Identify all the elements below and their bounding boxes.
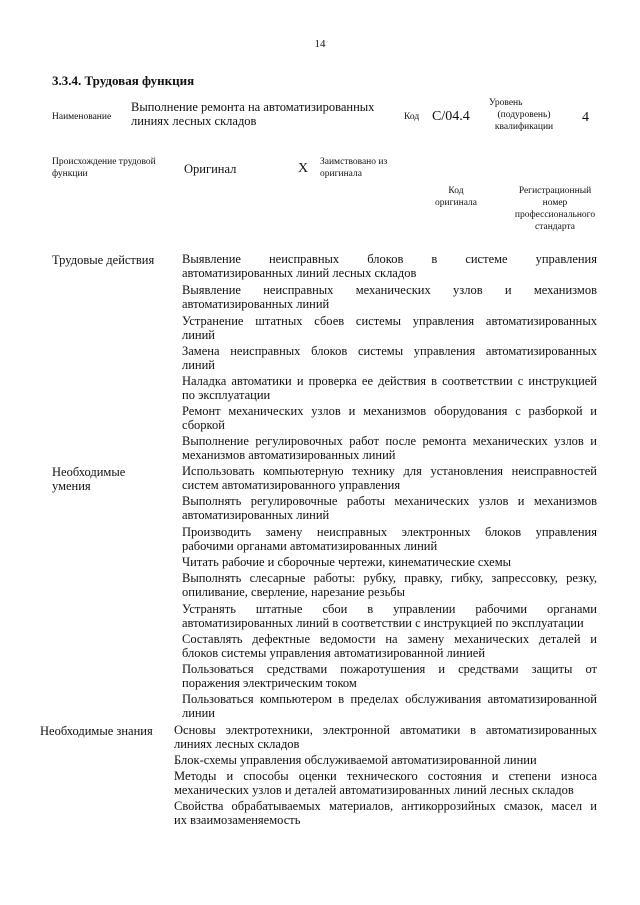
registration-line3: профессионального bbox=[514, 210, 596, 220]
level-label bbox=[489, 97, 559, 133]
skill-line: Пользоваться компьютером в пределах обслуживания автоматизированной bbox=[182, 692, 597, 706]
origin-label bbox=[52, 156, 156, 180]
origin-borrowed-line2: оригинала bbox=[320, 169, 362, 179]
labor-action-line: линий bbox=[182, 357, 215, 372]
skill-line: автоматизированных линий bbox=[182, 507, 330, 522]
labor-action-line: автоматизированных линий bbox=[182, 296, 330, 311]
skills-label-line1: Необходимые bbox=[52, 465, 126, 479]
labor-action-line: линий bbox=[182, 327, 215, 342]
code-original bbox=[420, 185, 492, 209]
registration-line2: номер bbox=[542, 198, 568, 208]
skill-item bbox=[182, 663, 597, 690]
level-label-line1: Уровень bbox=[489, 98, 523, 108]
origin-borrowed-line1: Заимствовано из bbox=[320, 157, 388, 167]
labor-action-line: Устранение штатных сбоев системы управления автоматизированных bbox=[182, 314, 597, 328]
knowledge-line: Блок-схемы управления обслуживаемой автоматизированной линии bbox=[174, 753, 537, 767]
code-original-line1: Код bbox=[448, 186, 464, 196]
function-name-line1: Выполнение ремонта на автоматизированных bbox=[131, 100, 375, 114]
labor-action-line: Ремонт механических узлов и механизмов оборудования с разборкой и bbox=[182, 404, 597, 418]
skill-line: Устранять штатные сбои в управлении рабочими органами bbox=[182, 602, 597, 616]
skill-line: Выполнять регулировочные работы механических узлов и механизмов bbox=[182, 494, 597, 508]
skill-item bbox=[182, 693, 597, 720]
labor-action-line: механизмов автоматизированных линий bbox=[182, 447, 396, 462]
labor-action-line: Выполнение регулировочных работ после ремонта механических узлов и bbox=[182, 434, 597, 448]
labor-action-line: по эксплуатации bbox=[182, 387, 271, 402]
origin-mark: X bbox=[298, 161, 309, 176]
skill-item bbox=[182, 556, 597, 570]
skill-item bbox=[182, 465, 597, 492]
origin-borrowed bbox=[320, 156, 387, 180]
skill-item bbox=[182, 603, 597, 630]
registration-line1: Регистрационный bbox=[518, 186, 592, 196]
labor-action-line: Выявление неисправных блоков в системе управления bbox=[182, 252, 597, 266]
skill-line: Производить замену неисправных электронных блоков управления bbox=[182, 525, 597, 539]
code-original-line2: оригинала bbox=[435, 198, 477, 208]
level-label-line3: квалификации bbox=[494, 122, 554, 132]
skill-line: опиливание, сверление, нарезание резьбы bbox=[182, 584, 406, 599]
knowledge-item bbox=[174, 724, 597, 751]
origin-label-line2: функции bbox=[52, 169, 88, 179]
skills-label bbox=[52, 465, 125, 493]
knowledge-line: линиях лесных складов bbox=[174, 736, 300, 751]
labor-action-item bbox=[182, 405, 597, 432]
skill-item bbox=[182, 495, 597, 522]
knowledge-line: Свойства обрабатываемых материалов, антикоррозийных смазок, масел и bbox=[174, 799, 597, 813]
knowledge-line: Методы и способы оценки технического состояния и степени износа bbox=[174, 769, 597, 783]
skill-item bbox=[182, 572, 597, 599]
registration-number bbox=[500, 185, 610, 233]
skill-line: систем автоматизированного управления bbox=[182, 477, 401, 492]
knowledge-label: Необходимые знания bbox=[40, 724, 153, 738]
level-label-line2: (подуровень) bbox=[497, 110, 551, 120]
origin-label-line1: Происхождение трудовой bbox=[52, 157, 156, 167]
skill-line: блоков системы управления автоматизированной линией bbox=[182, 645, 486, 660]
labor-action-line: Замена неисправных блоков системы управления автоматизированных bbox=[182, 344, 597, 358]
skill-line: Использовать компьютерную технику для установления неисправностей bbox=[182, 464, 597, 478]
skill-line: рабочими органами автоматизированных линий bbox=[182, 538, 438, 553]
skill-item bbox=[182, 526, 597, 553]
labor-action-line: автоматизированных линий лесных складов bbox=[182, 265, 417, 280]
function-name bbox=[131, 100, 374, 128]
labor-action-line: Наладка автоматики и проверка ее действия в соответствии с инструкцией bbox=[182, 374, 597, 388]
labor-action-item bbox=[182, 253, 597, 280]
skill-line: Выполнять слесарные работы: рубку, правку, гибку, запрессовку, резку, bbox=[182, 571, 597, 585]
registration-line4: стандарта bbox=[535, 222, 575, 232]
code-value: C/04.4 bbox=[432, 109, 470, 124]
skill-item bbox=[182, 633, 597, 660]
skill-line: Читать рабочие и сборочные чертежи, кинематические схемы bbox=[182, 555, 512, 569]
labor-action-item bbox=[182, 345, 597, 372]
knowledge-item bbox=[174, 770, 597, 797]
skills-label-line2: умения bbox=[52, 479, 91, 493]
function-name-line2: линиях лесных складов bbox=[131, 114, 257, 128]
labor-action-item bbox=[182, 375, 597, 402]
skill-line: Составлять дефектные ведомости на замену механических деталей и bbox=[182, 632, 597, 646]
section-title: 3.3.4. Трудовая функция bbox=[52, 73, 195, 88]
labor-action-line: Выявление неисправных механических узлов и механизмов bbox=[182, 283, 597, 297]
labor-action-item bbox=[182, 315, 597, 342]
knowledge-line: их взаимозаменяемость bbox=[174, 812, 301, 827]
labor-actions-label: Трудовые действия bbox=[52, 253, 155, 267]
knowledge-line: Основы электротехники, электронной автоматики в автоматизированных bbox=[174, 723, 597, 737]
name-label: Наименование bbox=[52, 112, 112, 122]
page-number: 14 bbox=[314, 38, 326, 50]
labor-action-line: сборкой bbox=[182, 417, 225, 432]
skill-line: Пользоваться средствами пожаротушения и средствами защиты от bbox=[182, 662, 597, 676]
labor-action-item bbox=[182, 435, 597, 462]
level-value: 4 bbox=[582, 110, 589, 125]
skill-line: поражения электрическим током bbox=[182, 675, 357, 690]
origin-original: Оригинал bbox=[184, 162, 237, 176]
skill-line: автоматизированных линий в соответствии с инструкцией по эксплуатации bbox=[182, 615, 584, 630]
code-label: Код bbox=[404, 112, 420, 122]
skill-line: линии bbox=[182, 705, 215, 720]
knowledge-line: механических узлов и деталей автоматизированных линий лесных складов bbox=[174, 782, 574, 797]
knowledge-item bbox=[174, 754, 597, 768]
knowledge-item bbox=[174, 800, 597, 827]
labor-action-item bbox=[182, 284, 597, 311]
